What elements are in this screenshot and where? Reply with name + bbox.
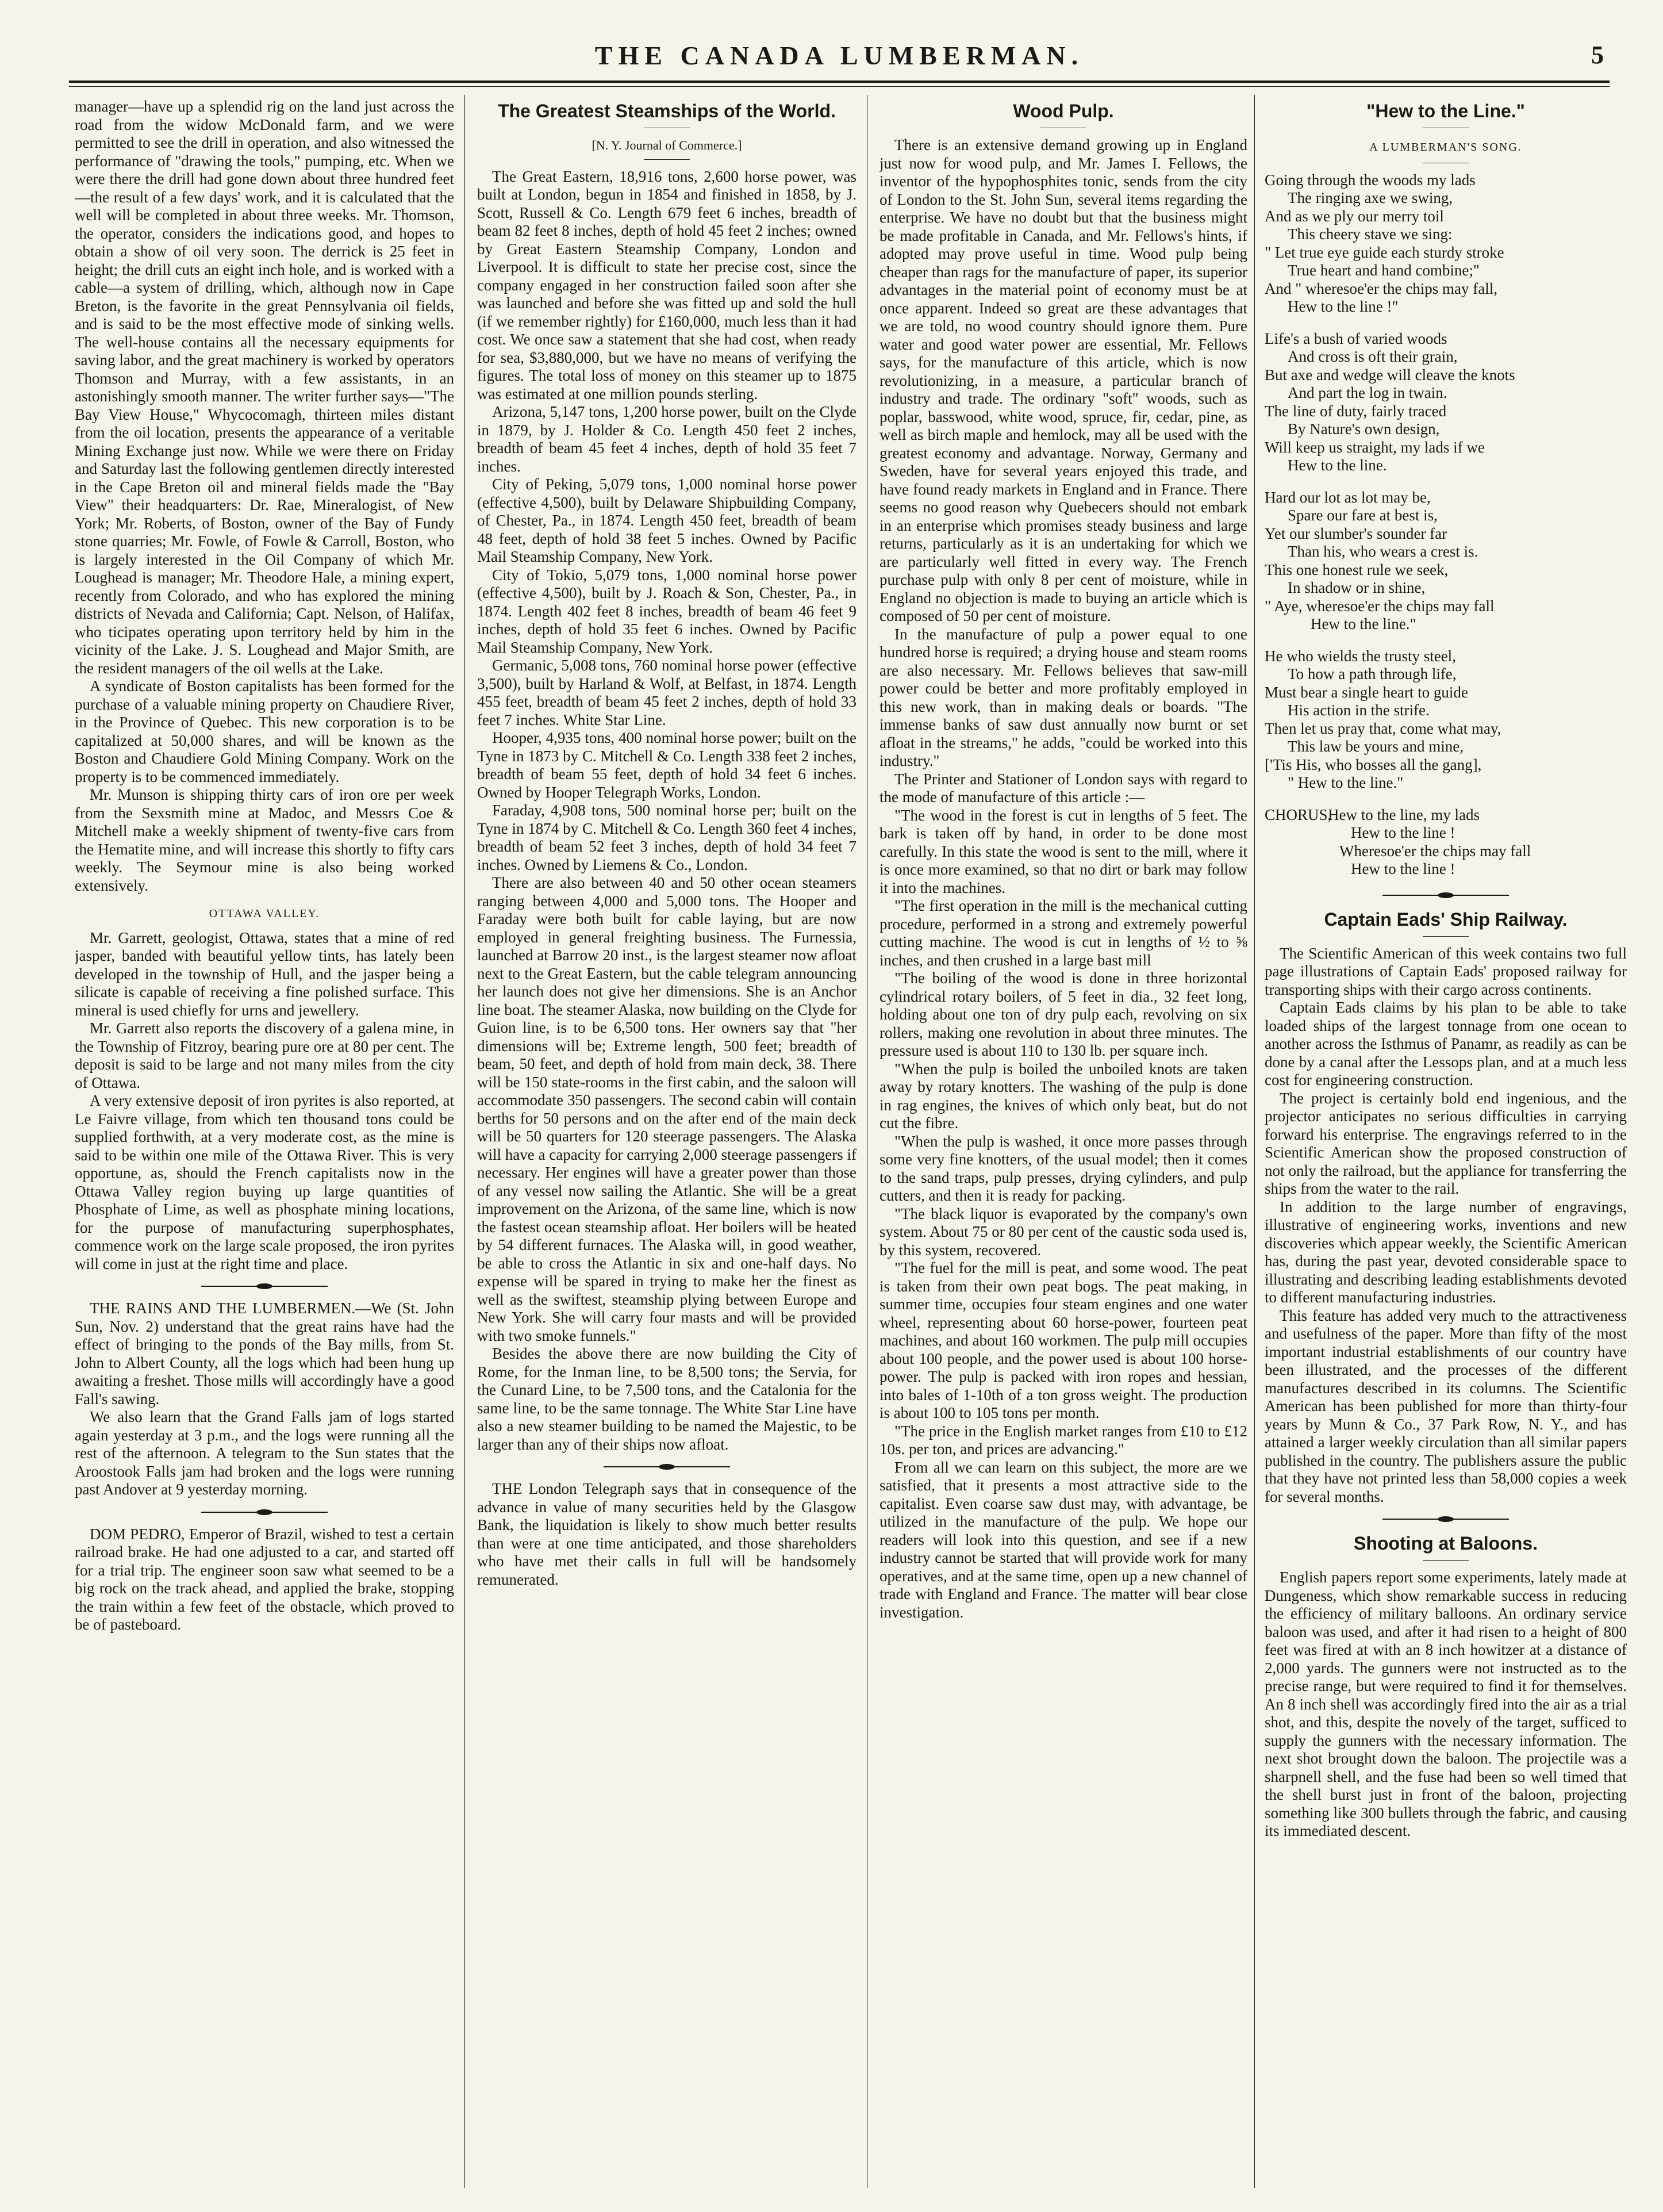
poem-line: This law be yours and mine, xyxy=(1288,738,1464,755)
article-paragraph: There are also between 40 and 50 other ocean steamers ranging between 4,000 and 5,000 tons. The Hooper and Faraday were both built for cable laying, but are now employed in general freighting business. The Furnessia, launched at Barrow 20 inst., is the largest steamer now afloat next to the Great Eastern, but the cable telegram announcing her launch does not give her dimensions. She is an Anchor line boat. The steamer Alaska, now building on the Clyde for Guion line, is to be 6,500 tons. Her owners say that "her dimensions will be; Extreme length, 500 feet; breadth of beam, 50 feet, and depth of hold from main deck, 38. There will be 150 state-rooms in the first cabin, and the saloon will accommodate 350 passengers. The second cabin will contain berths for 50 persons and on the after end of the main deck will be 50 quarters for 120 steerage passengers. The Alaska will have a capacity for carrying 2,000 steerage passengers if necessary. Her engines will have a greater power than those of any vessel now sailing the Atlantic. She will be a great improvement on the Arizona, of the same line, which is now the fastest ocean steamship afloat. Her boilers will be heated by 54 different furnaces. The Alaska will, in good weather, be able to cross the Atlantic in six and one-half days. No expense will be spared in trying to make her the finest as well as the swiftest, steamship plying between Europe and New York. She will carry four masts and will be provided with two smoke funnels." xyxy=(477,874,857,1344)
article-paragraph: Mr. Munson is shipping thirty cars of iron ore per week from the Sexsmith mine at Madoc, and Messrs Coe & Mitchell make a weekly shipment of twenty-five cars from the Hematite mine, and will increase this shortly to fifty cars weekly. The Seymour mine is also being worked extensively. xyxy=(75,786,454,894)
article-paragraph: manager—have up a splendid rig on the land just across the road from the widow McDonald farm, and we were permitted to see the drill in operation, and also witnessed the performance of "drawing the tools," pumping, etc. When we were there the drill had gone down about three hundred feet—the result of a few days' work, and it is calculated that the well will be completed in about three weeks. Mr. Thomson, the operator, considers the indications good, and hopes to obtain a show of oil very soon. The derrick is 25 feet in height; the drill cuts an eight inch hole, and is worked with a cable—a system of drilling, which, although now in Cape Breton, is the favorite in the great Pennsylvania oil fields, and is said to be the most effective mode of sinking wells. The well-house contains all the necessary equipments for saving labor, and the great machinery is worked by operators Thomson and Murray, with a few assistants, in an astonishingly smooth manner. The writer further says—"The Bay View House," Whycocomagh, thirteen miles distant from the oil location, presents the appearance of a veritable Mining Exchange just now. While we were there on Friday and Saturday last the following gentlemen directly interested in the Cape Breton oil and mineral fields made the "Bay View" their headquarters: Dr. Rae, Mineralogist, of New York; Mr. Roberts, of Boston, owner of the Bay of Fundy stone quarries; Mr. Fowle, of Fowle & Carroll, Boston, who is largely interested in the Oil Company of which Mr. Loughead is manager; Mr. Theodore Hale, a mining expert, recently from Colorado, and who has explored the mining districts of Nevada and California; Capt. Nelson, of Halifax, who ticipates operating upon territory held by him in the vicinity of the Lake. J. S. Loughead and Major Smith, are the resident managers of the oil wells at the Lake. xyxy=(75,98,454,677)
poem-line: This cheery stave we sing: xyxy=(1288,225,1453,243)
article-paragraph: DOM PEDRO, Emperor of Brazil, wished to test a certain railroad brake. He had one adjusted to a car, and started off for a trial trip. The engineer soon saw what seemed to be a big rock on the track ahead, and applied the brake, stopping the train within a few feet of the obstacle, which proved to be of pasteboard. xyxy=(75,1525,454,1633)
poem-line: And cross is oft their grain, xyxy=(1288,348,1458,365)
article-paragraph: The Scientific American of this week contains two full page illustrations of Captain Eads' proposed railway for transporting ships with their cargo across continents. xyxy=(1265,944,1627,998)
poem-stanza xyxy=(1265,171,1627,316)
article-paragraph: "The black liquor is evaporated by the company's own system. About 75 or 80 per cent of the caustic soda used is, by this system, recovered. xyxy=(879,1205,1247,1259)
article-paragraph: Faraday, 4,908 tons, 500 nominal horse per; built on the Tyne in 1874 by C. Mitchell & Co. Length 360 feet 4 inches, breadth of beam 52 feet 3 inches, depth of hold 34 feet 7 inches. Owned by Liemens & Co., London. xyxy=(477,802,857,873)
poem-subheading: A LUMBERMAN'S SONG. xyxy=(1369,141,1522,154)
article-paragraph: A syndicate of Boston capitalists has been formed for the purchase of a valuable mining property on Chaudiere River, in the Province of Quebec. This new corporation is to be capitalized at 50,000 shares, and will be known as the Boston and Chaudiere Gold Mining Company. Work on the property is to be commenced immediately. xyxy=(75,677,454,785)
column-1 xyxy=(75,98,454,2191)
article-paragraph: "The wood in the forest is cut in lengths of 5 feet. The bark is taken off by hand, in order to be done most carefully. In this state the wood is sent to the mill, where it is once more examined, so that no dirt or bark may follow it into the machines. xyxy=(879,806,1247,896)
poem-line: Hew to the line ! xyxy=(1351,860,1455,877)
section-heading-ottawa-valley: OTTAWA VALLEY. xyxy=(209,907,320,920)
article-paragraph: Besides the above there are now building the City of Rome, for the Inman line, to be 8,500 tons; the Servia, for the Cunard Line, to be 7,500 tons, and the Catalonia for the same line, to be the same tonnage. The White Star Line have also a new steamer building to be named the Majestic, to be larger than any of their ships now afloat. xyxy=(477,1345,857,1453)
ornamental-divider xyxy=(201,1283,328,1289)
poem-line: And " wheresoe'er the chips may fall, xyxy=(1265,279,1497,297)
article-paragraph: Mr. Garrett, geologist, Ottawa, states that a mine of red jasper, banded with beautiful yellow tints, has lately been developed in the township of Hull, and the jasper being a silicate is capable of receiving a fine polished surface. This mineral is used chiefly for urns and jewellery. xyxy=(75,929,454,1019)
poem-line: " Hew to the line." xyxy=(1288,774,1404,791)
heading-rule xyxy=(644,159,690,160)
article-paragraph: From all we can learn on this subject, the more are we satisfied, that it presents a most attractive side to the capitalist. Even coarse saw dust may, with advantage, be utilized in the manufacture of the pulp. We hope our readers will look into this question, and see if a new industry cannot be started that will provide work for many operatives, and at the same time, open up a new channel of trade with England and France. The matter will bear close investigation. xyxy=(879,1458,1247,1621)
article-paragraph: In addition to the large number of engravings, illustrative of engineering works, inventions and new discoveries which appear weekly, the Scientific American has, during the past year, devoted considerable space to illustrating and describing leading establishments devoted to different manufacturing industries. xyxy=(1265,1198,1627,1306)
poem-line: " Let true eye guide each sturdy stroke xyxy=(1265,243,1504,261)
poem-line: Wheresoe'er the chips may fall xyxy=(1339,842,1531,860)
article-paragraph: Mr. Garrett also reports the discovery of a galena mine, in the Township of Fitzroy, bearing pure ore at 80 per cent. The deposit is said to be large and not many miles from the city of Ottawa. xyxy=(75,1019,454,1091)
poem-line: Hew to the line." xyxy=(1311,615,1416,632)
ornamental-divider xyxy=(1382,892,1509,898)
poem-line: Hew to the line !" xyxy=(1288,298,1399,315)
article-paragraph: We also learn that the Grand Falls jam of logs started again yesterday at 3 p.m., and the logs were running all the rest of the afternoon. A telegram to the Sun states that the Aroostook Falls jam had broken and the logs were running past Andover at 9 yesterday morning. xyxy=(75,1408,454,1498)
ornamental-divider xyxy=(1382,1516,1509,1522)
poem-line: Spare our fare at best is, xyxy=(1288,507,1438,524)
poem-line: By Nature's own design, xyxy=(1288,420,1440,438)
poem-stanza xyxy=(1265,489,1627,634)
article-paragraph: Captain Eads claims by his plan to be able to take loaded ships of the largest tonnage from one ocean to another across the Isthmus of Panamr, as readily as can be done by a canal after the Lessops plan, and at a much less cost for engineering construction. xyxy=(1265,999,1627,1088)
poem-chorus xyxy=(1265,806,1627,879)
article-source: [N. Y. Journal of Commerce.] xyxy=(592,138,742,152)
newspaper-title: THE CANADA LUMBERMAN. xyxy=(594,41,1084,70)
article-paragraph: English papers report some experiments, lately made at Dungeness, which show remarkable success in reducing the efficiency of military balloons. An ordinary service baloon was used, and after it had risen to a height of 800 feet was fired at with an 8 inch howitzer at a distance of 2,000 yards. The gunners were not instructed as to the precise range, but were required to find it for themselves. An 8 inch shell was accordingly fired into the air as a trial shot, and this, despite the novely of the target, sufficed to supply the gunners with the necessary information. The next shot brought down the baloon. The projectile was a sharpnell shell, and the fuse had been so well timed that the shell burst just in front of the baloon, projecting something like 300 bullets through the fabric, and causing its immediated descent. xyxy=(1265,1569,1627,1839)
poem-line: His action in the strife. xyxy=(1288,701,1430,719)
article-paragraph: City of Tokio, 5,079 tons, 1,000 nominal horse power (effective 4,500), built by J. Roach & Son, Chester, Pa., in 1874. Length 402 feet 8 inches, breadth of beam 46 feet 9 inches, depth of hold 35 feet 6 inches. Owned by Pacific Mail Steamship Company, New York. xyxy=(477,566,857,656)
article-paragraph: "The first operation in the mill is the mechanical cutting procedure, performed in a strong and extremely powerful cutting machine. The wood is cut in lengths of ½ to ⅝ inches, and then crushed in a large bast mill xyxy=(879,897,1247,969)
poem-stanza xyxy=(1265,330,1627,475)
article-paragraph: The Printer and Stationer of London says with regard to the mode of manufacture of this article :— xyxy=(879,770,1247,806)
poem-line: Hard our lot as lot may be, xyxy=(1265,488,1431,506)
poem-line: To how a path through life, xyxy=(1288,665,1457,683)
poem-line: ['Tis His, who bosses all the gang], xyxy=(1265,756,1482,773)
article-paragraph: A very extensive deposit of iron pyrites is also reported, at Le Faivre village, from which ten thousand tons could be supplied forthwith, at a very moderate cost, as the mine is said to be within one mile of the Ottawa River. This is very opportune, as, should the French capitalists now in the Ottawa Valley region buying up large quantities of Phosphate of Lime, as well as phosphate mining locations, for the purpose of manufacturing superphosphates, commence work on the large scale proposed, the iron pyrites will come in just at the right time and place. xyxy=(75,1092,454,1272)
heading-rule xyxy=(1423,936,1469,937)
poem-line: The line of duty, fairly traced xyxy=(1265,402,1447,420)
poem-line: And part the log in twain. xyxy=(1288,384,1447,401)
article-paragraph: The Great Eastern, 18,916 tons, 2,600 horse power, was built at London, begun in 1854 and finished in 1858, by J. Scott, Russell & Co. Length 679 feet 6 inches, breadth of beam 82 feet 8 inches, depth of hold 45 feet 2 inches; owned by Great Eastern Steamship Company, London and Liverpool. It is difficult to state her precise cost, since the company engaged in her construction failed soon after she was launched and before she was fitted up and sold the hull (if we remember rightly) for £160,000, much less than it had cost. We once saw a statement that she had cost, when ready for sea, $3,880,000, but we have no means of verifying the figures. The total loss of money on this steamer up to 1875 was estimated at one million pounds sterling. xyxy=(477,167,857,402)
ornamental-divider xyxy=(201,1509,328,1515)
poem-line: He who wields the trusty steel, xyxy=(1265,647,1456,665)
column-3 xyxy=(879,98,1247,2191)
heading-rule xyxy=(1423,1560,1469,1561)
article-paragraph: City of Peking, 5,079 tons, 1,000 nominal horse power (effective 4,500), built by Delaware Shipbuilding Company, of Chester, Pa., in 1874. Length 450 feet, breadth of beam 48 feet, depth of hold 38 feet 5 inches. Owned by Pacific Mail Steamship Company, New York. xyxy=(477,476,857,565)
article-paragraph: "When the pulp is boiled the unboiled knots are taken away by rotary knotters. The washing of the pulp is done in rag engines, the knives of which only beat, but do not cut the fibre. xyxy=(879,1060,1247,1132)
article-paragraph: There is an extensive demand growing up in England just now for wood pulp, and Mr. James I. Fellows, the inventor of the hypophosphites tonic, sends from the city of London to the St. John Sun, several items regarding the enterprise. We have no doubt but that the business might be made profitable in Canada, and Mr. Fellows's hints, if adopted may prove useful in time. Wood pulp being cheaper than rags for the manufacture of paper, its superior advantages in the material point of economy must be at once apparent. Indeed so great are these advantages that we are told, no wood country should ignore them. Pure water and good water power are essential, Mr. Fellows says, for the manufacture of this article, which is now revolutionizing, in a measure, a particular branch of industry and trade. The ordinary "soft" woods, such as poplar, basswood, white wood, spruce, fir, cedar, pine, as well as birch maple and hemlock, may all be used with the greatest economy and advantage. Norway, Germany and Sweden, have for several years enjoyed this trade, and have found ready markets in England and in France. There seems no good reason why Quebecers should not embark in an enterprise which promises steady business and large returns, particularly as it is an undertaking for which we are particularly well fitted in every way. The French purchase pulp with only 8 per cent of moisture, while in England no objection is made to buying an article which is composed of 50 per cent of moisture. xyxy=(879,136,1247,624)
article-paragraph: In the manufacture of pulp a power equal to one hundred horse is required; a drying house and steam rooms are also necessary. Mr. Fellows believes that saw-mill power could be better and more profitably employed in this new work, than in making deals or boards. "The immense banks of saw dust annually now burnt or set afloat in the streams," he adds, "could be worked into this industry." xyxy=(879,625,1247,769)
poem-line: In shadow or in shine, xyxy=(1288,579,1426,596)
ornamental-divider xyxy=(604,1464,730,1470)
article-heading-baloons: Shooting at Baloons. xyxy=(1354,1533,1538,1554)
article-heading-wood-pulp: Wood Pulp. xyxy=(1013,101,1114,121)
chorus-label: CHORUS, xyxy=(1265,806,1332,823)
article-paragraph: "When the pulp is washed, it once more passes through some very fine knotters, of the usual model; then it comes to the sand traps, pulp presses, drying cylinders, and pulp cutters, and then it is ready for packing. xyxy=(879,1132,1247,1204)
poem-stanza xyxy=(1265,647,1627,792)
poem-line: The ringing axe we swing, xyxy=(1288,189,1453,206)
masthead xyxy=(69,40,1610,80)
column-2 xyxy=(477,98,857,2191)
poem-line: Than his, who wears a crest is. xyxy=(1288,543,1478,560)
poem-line: Going through the woods my lads xyxy=(1265,171,1476,189)
poem-line: This one honest rule we seek, xyxy=(1265,561,1449,578)
column-divider xyxy=(1254,95,1255,2188)
article-paragraph: "The boiling of the wood is done in three horizontal cylindrical rotary boilers, of 5 feet in dia., 32 feet long, holding about one ton of dry pulp each, revolving on six rollers, making one revolution in about three minutes. The pressure used is about 110 to 130 lb. per square inch. xyxy=(879,969,1247,1059)
masthead-rule xyxy=(69,80,1610,87)
column-divider xyxy=(464,95,465,2188)
poem-line: But axe and wedge will cleave the knots xyxy=(1265,366,1515,384)
poem-line: Hew to the line, my lads xyxy=(1328,806,1480,823)
poem-line: Yet our slumber's sounder far xyxy=(1265,524,1447,542)
poem-line: Will keep us straight, my lads if we xyxy=(1265,438,1485,456)
article-paragraph: "The price in the English market ranges from £10 to £12 10s. per ton, and prices are advancing." xyxy=(879,1422,1247,1458)
poem-line: Hew to the line. xyxy=(1288,457,1387,474)
poem-line: And as we ply our merry toil xyxy=(1265,207,1444,225)
page-number: 5 xyxy=(1591,41,1604,69)
article-heading-ship-railway: Captain Eads' Ship Railway. xyxy=(1324,908,1568,930)
article-heading-steamships: The Greatest Steamships of the World. xyxy=(498,101,836,121)
article-paragraph: Arizona, 5,147 tons, 1,200 horse power, built on the Clyde in 1879, by J. Holder & Co. Length 450 feet 2 inches, breadth of beam 45 feet 4 inches, depth of hold 35 feet 7 inches. xyxy=(477,403,857,475)
poem-line: True heart and hand combine;" xyxy=(1288,262,1480,279)
column-4 xyxy=(1265,98,1627,2191)
article-paragraph: This feature has added very much to the attractiveness and usefulness of the paper. More than fifty of the most important industrial establishments of our country have been illustrated, and the processes of the different manufactures described in its columns. The Scientific American has been published for more than thirty-four years by Munn & Co., 37 Park Row, N. Y., and has attained a larger weekly circulation than all similar papers published in the country. The publishers assure the public that they have not printed less than 58,000 copies a week for several months. xyxy=(1265,1306,1627,1505)
poem-heading: "Hew to the Line." xyxy=(1366,101,1525,121)
article-paragraph: THE RAINS AND THE LUMBERMEN.—We (St. John Sun, Nov. 2) understand that the great rains have had the effect of bringing to the ponds of the Bay mills, from St. John to Albert County, all the logs which had been hung up awaiting a freshet. Those mills will accordingly have a good Fall's sawing. xyxy=(75,1299,454,1408)
poem-line: Life's a bush of varied woods xyxy=(1265,329,1447,347)
article-paragraph: "The fuel for the mill is peat, and some wood. The peat is taken from their own peat bogs. The peat making, in summer time, occupies four steam engines and one water wheel, representing about 60 horse-power, fourteen peat machines, and about 160 workmen. The pulp mill occupies about 100 people, and the power used is about 100 horse-power. The pulp is packed with iron ropes and hessian, into bales of 1-10th of a ton gross weight. The production is about 100 to 105 tons per month. xyxy=(879,1259,1247,1421)
poem-line: Must bear a single heart to guide xyxy=(1265,683,1468,701)
article-paragraph: THE London Telegraph says that in consequence of the advance in value of many securities held by the Glasgow Bank, the liquidation is likely to show much better results than were at one time anticipated, and those shareholders who have met their calls in full will be handsomely remunerated. xyxy=(477,1480,857,1588)
poem xyxy=(1265,171,1627,879)
poem-line: " Aye, wheresoe'er the chips may fall xyxy=(1265,597,1495,615)
article-paragraph: The project is certainly bold end ingenious, and the projector anticipates no serious difficulties in carrying forward his enterprise. The engravings referred to in the Scientific American show the proposed construction of not only the railroad, but the appliance for transferring the ships from the water to the rail. xyxy=(1265,1089,1627,1197)
article-paragraph: Hooper, 4,935 tons, 400 nominal horse power; built on the Tyne in 1873 by C. Mitchell & Co. Length 338 feet 2 inches, breadth of beam 55 feet, depth of hold 34 feet 6 inches. Owned by Hooper Telegraph Works, London. xyxy=(477,729,857,801)
poem-line: Hew to the line ! xyxy=(1351,824,1455,841)
poem-line: Then let us pray that, come what may, xyxy=(1265,719,1501,737)
article-paragraph: Germanic, 5,008 tons, 760 nominal horse power (effective 3,500), built by Harland & Wolf, at Belfast, in 1874. Length 455 feet, breadth of beam 45 feet 2 inches, depth of hold 33 feet 7 inches. White Star Line. xyxy=(477,657,857,729)
